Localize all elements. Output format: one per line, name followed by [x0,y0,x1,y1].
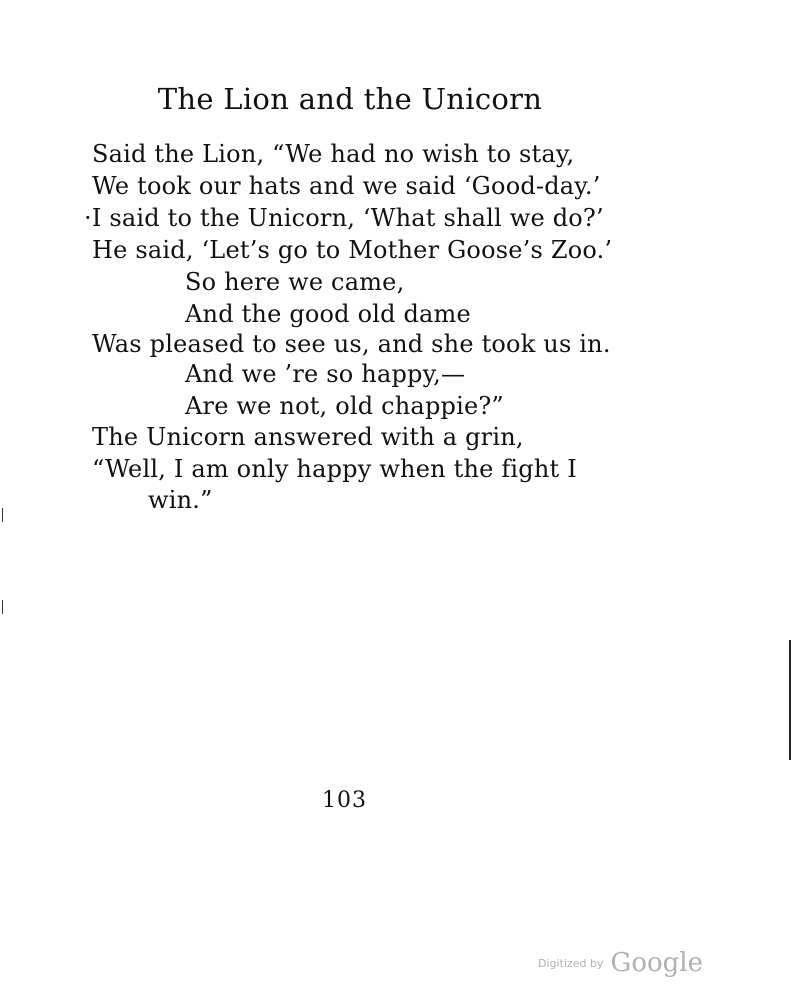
poem-line: So here we came, [185,268,405,296]
poem-line: win.” [148,486,213,514]
poem-line: Was pleased to see us, and she took us in. [92,330,611,358]
page-title: The Lion and the Unicorn [157,82,543,116]
watermark-prefix: Digitized by [538,957,604,970]
scan-edge-mark [2,600,3,614]
poem-line: He said, ‘Let’s go to Mother Goose’s Zoo.’ [92,236,613,264]
scan-edge-mark [789,640,791,760]
poem-line: And the good old dame [185,300,471,328]
poem-line: “Well, I am only happy when the fight I [92,455,577,483]
poem-line: We took our hats and we said ‘Good-day.’ [92,172,601,200]
digitized-by-watermark [538,948,703,978]
google-logo: Google [610,948,703,978]
poem-line: The Unicorn answered with a grin, [92,423,524,451]
poem-line: Are we not, old chappie?” [185,392,504,420]
poem-line: And we ’re so happy,— [185,360,466,388]
page-number: 103 [322,788,367,813]
poem-line: ·I said to the Unicorn, ‘What shall we do?’ [84,204,604,232]
poem-line: Said the Lion, “We had no wish to stay, [92,140,575,168]
scan-edge-mark [2,508,3,522]
